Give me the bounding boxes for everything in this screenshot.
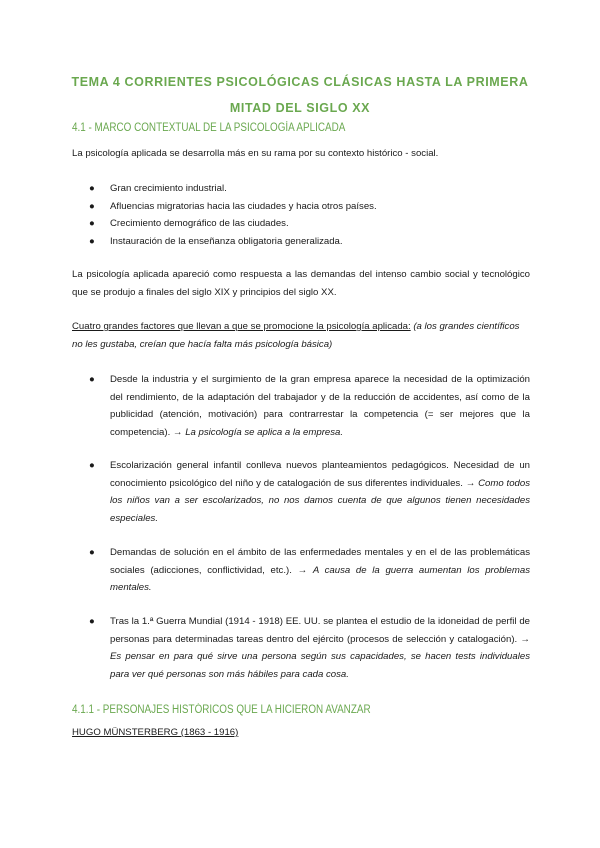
list-item: ● Afluencias migratorias hacia las ciudades y hacia otros países. — [72, 198, 530, 216]
list-item: ● Demandas de solución en el ámbito de las enfermedades mentales y en el de las problemáticas sociales (adicciones, conflictividad, etc.). → A causa de la guerra aumentan los problemas mentales. — [72, 544, 530, 597]
factors-title: Cuatro grandes factores que llevan a que se promocione la psicología aplicada: — [72, 321, 411, 332]
list-item: ● Instauración de la enseñanza obligatoria generalizada. — [72, 233, 530, 251]
list-item: ● Escolarización general infantil conlleva nuevos planteamientos pedagógicos. Necesidad de un conocimiento psicológico del niño y de catalogación de sus diferentes individuales. → Como todos los niños van a ser escolarizados, no nos damos cuenta de que algunos tienen necesidades especiales. — [72, 457, 530, 527]
list-item: ● Crecimiento demográfico de las ciudades. — [72, 215, 530, 233]
factors-intro — [72, 318, 530, 353]
bullet-icon: ● — [89, 235, 95, 247]
list-item: ● Desde la industria y el surgimiento de la gran empresa aparece la necesidad de la optimización del rendimiento, de la adaptación del trabajador y de la reducción de accidentes, así como de la publicidad (atención, motivación) para contrarrestar la competencia (= ser mejores que la competencia). → La psicología se aplica a la empresa. — [72, 371, 530, 441]
list-item: ● Tras la 1.ª Guerra Mundial (1914 - 1918) EE. UU. se plantea el estudio de la idoneidad de perfil de personas para determinadas tareas dentro del ejército (procesos de selección y catalogación). → Es pensar en para qué sirve una persona según sus capacidades, se hacen tests individuales para ver qué personas son más hábiles para cada cosa. — [72, 613, 530, 683]
context-bullet-list — [72, 180, 530, 250]
section-heading-4-1: 4.1 - MARCO CONTEXTUAL DE LA PSICOLOGÍA APLICADA — [72, 122, 346, 134]
factors-bullet-list — [72, 544, 530, 597]
context-paragraph: La psicología aplicada apareció como respuesta a las demandas del intenso cambio social y tecnológico que se produjo a finales del siglo XIX y principios del siglo XX. — [72, 269, 530, 298]
bullet-icon: ● — [89, 616, 95, 627]
list-item: ● Gran crecimiento industrial. — [72, 180, 530, 198]
factors-bullet-list — [72, 613, 530, 683]
bullet-icon: ● — [89, 183, 95, 194]
bullet-icon: ● — [89, 547, 95, 558]
factors-bullet-list — [72, 371, 530, 441]
intro-paragraph: La psicología aplicada se desarrolla más en su rama por su contexto histórico - social. — [72, 148, 439, 159]
title-line-1: TEMA 4 CORRIENTES PSICOLÓGICAS CLÁSICAS HASTA LA PRIMERA — [71, 75, 529, 89]
person-name: HUGO MÜNSTERBERG (1863 - 1916) — [72, 727, 239, 738]
bullet-icon: ● — [89, 200, 95, 212]
factors-bullet-list — [72, 457, 530, 527]
bullet-icon: ● — [89, 218, 95, 229]
factors-note: (a los grandes científicos no les gustaba, creían que hacía falta más psicología básica) — [72, 321, 520, 350]
bullet-icon: ● — [89, 374, 95, 385]
bullet-icon: ● — [89, 460, 95, 471]
document-title — [60, 70, 540, 120]
title-line-2: MITAD DEL SIGLO XX — [229, 101, 371, 115]
section-heading-4-1-1: 4.1.1 - PERSONAJES HISTÓRICOS QUE LA HICIERON AVANZAR — [72, 704, 371, 716]
